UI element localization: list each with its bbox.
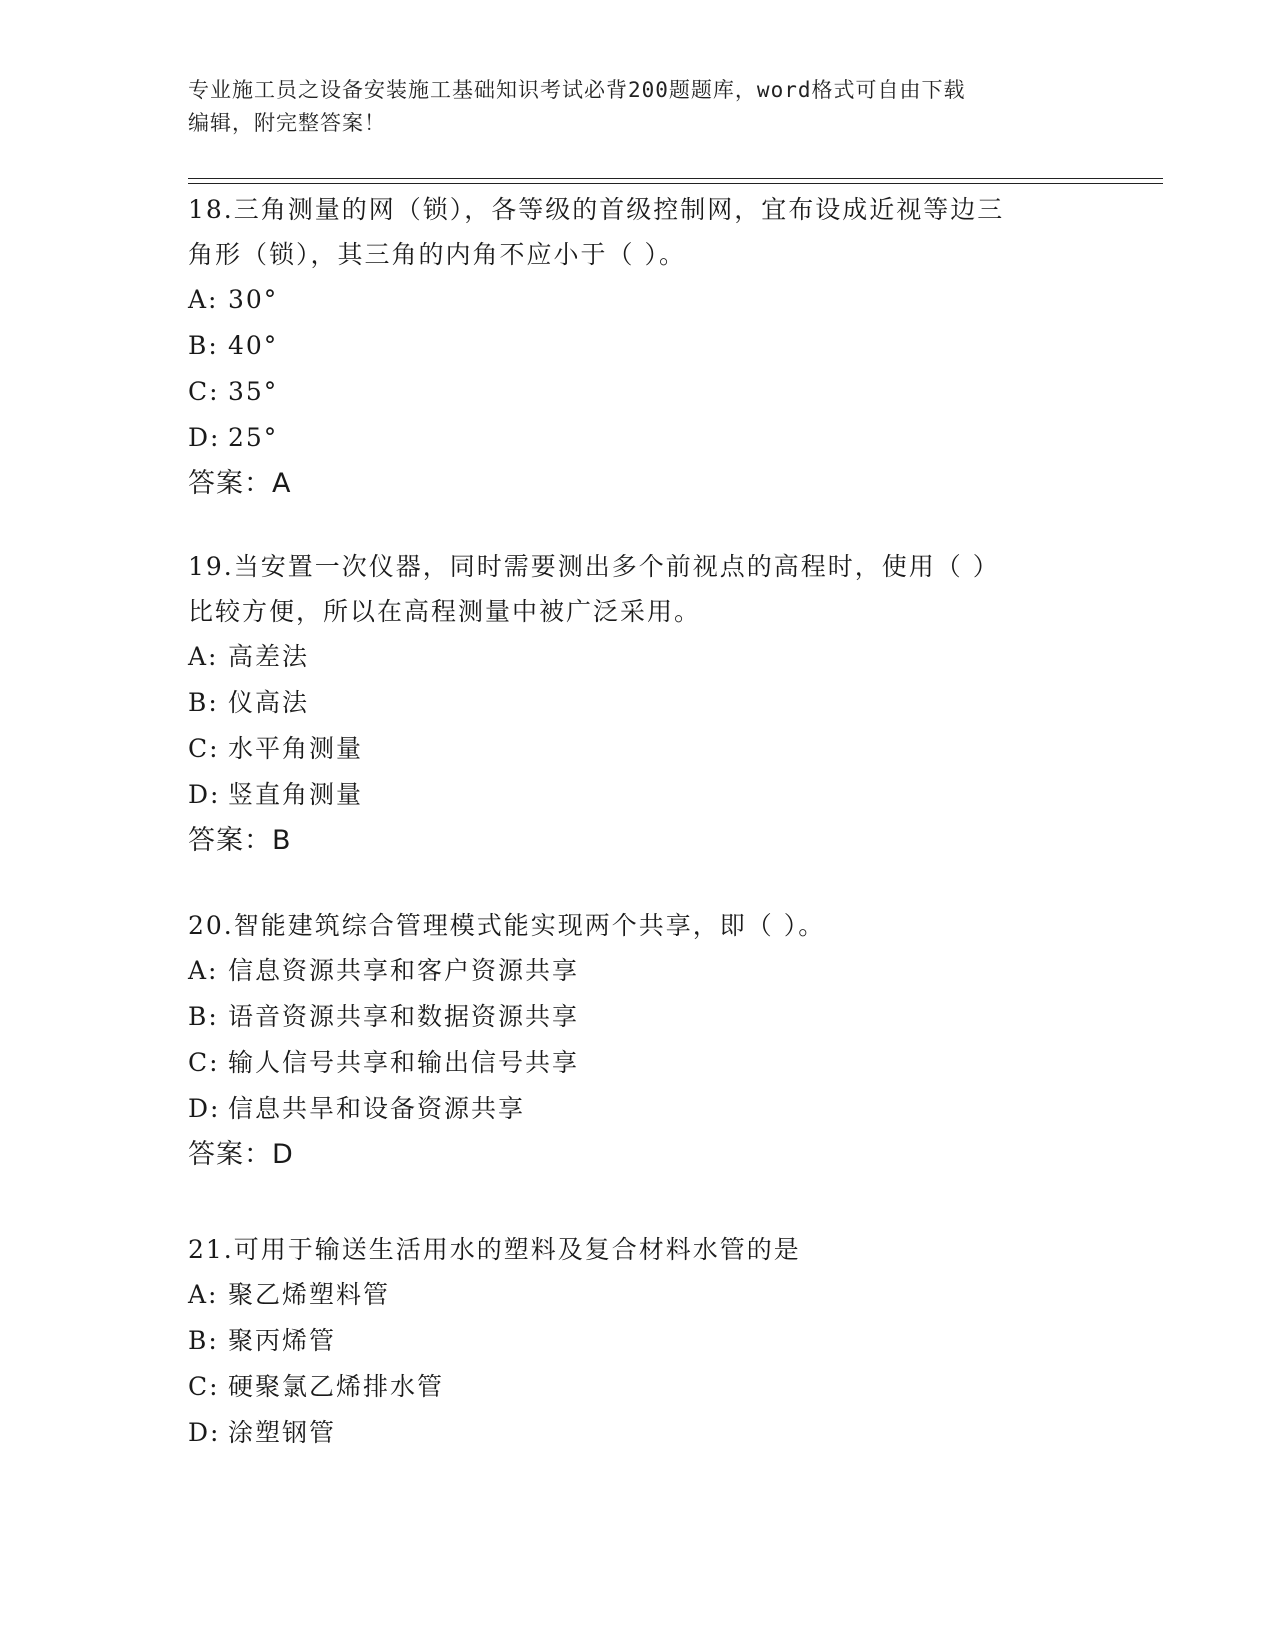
option-c: [188, 1040, 1088, 1086]
option-a: [188, 1272, 1088, 1318]
option-key: A:: [188, 642, 219, 671]
option-key: A:: [188, 285, 219, 314]
option-key: B:: [188, 1326, 219, 1355]
question-stem-line: 角形（锁），其三角的内角不应小于（ ）。: [188, 240, 686, 269]
option-key: B:: [188, 1002, 219, 1031]
option-text: 35°: [228, 377, 279, 406]
question-stem-line: 20.智能建筑综合管理模式能实现两个共享，即（ ）。: [188, 911, 826, 940]
option-b: [188, 994, 1088, 1040]
option-text: 30°: [228, 285, 279, 314]
option-text: 涂塑钢管: [228, 1418, 337, 1447]
option-b: [188, 1318, 1088, 1364]
option-c: [188, 369, 1088, 415]
option-key: D:: [188, 423, 221, 452]
option-key: B:: [188, 688, 219, 717]
option-a: [188, 948, 1088, 994]
option-key: D:: [188, 780, 221, 809]
option-text: 40°: [228, 331, 279, 360]
option-text: 信息资源共享和客户资源共享: [228, 956, 580, 985]
option-text: 输人信号共享和输出信号共享: [228, 1048, 580, 1077]
option-text: 硬聚氯乙烯排水管: [228, 1372, 445, 1401]
header-line-2: 编辑，附完整答案！: [188, 111, 386, 135]
option-d: [188, 1410, 1088, 1456]
question-19: [188, 544, 1088, 864]
option-key: A:: [188, 1280, 219, 1309]
answer: 答案：D: [188, 1139, 294, 1170]
question-stem-line: 比较方便，所以在高程测量中被广泛采用。: [188, 597, 702, 626]
option-text: 语音资源共享和数据资源共享: [228, 1002, 580, 1031]
header-line-1: 专业施工员之设备安装施工基础知识考试必背200题题库，word格式可自由下载: [188, 78, 966, 102]
option-d: [188, 415, 1088, 461]
option-text: 信息共旱和设备资源共享: [228, 1094, 526, 1123]
option-key: D:: [188, 1418, 221, 1447]
question-stem-line: 18.三角测量的网（锁），各等级的首级控制网，宜布设成近视等边三: [188, 195, 1005, 224]
answer: 答案：A: [188, 468, 292, 499]
option-text: 聚丙烯管: [228, 1326, 337, 1355]
option-d: [188, 772, 1088, 818]
option-key: C:: [188, 1048, 220, 1077]
option-text: 仪高法: [228, 688, 310, 717]
option-key: C:: [188, 734, 220, 763]
question-stem-line: 21.可用于输送生活用水的塑料及复合材料水管的是: [188, 1235, 801, 1264]
header-divider-bottom: [188, 183, 1163, 184]
option-text: 竖直角测量: [228, 780, 364, 809]
option-text: 高差法: [228, 642, 310, 671]
question-20: [188, 903, 1088, 1178]
question-21: [188, 1227, 1088, 1456]
option-key: B:: [188, 331, 219, 360]
document-header: [188, 74, 1088, 140]
option-text: 25°: [228, 423, 279, 452]
option-a: [188, 277, 1088, 323]
option-b: [188, 680, 1088, 726]
option-c: [188, 1364, 1088, 1410]
option-key: A:: [188, 956, 219, 985]
option-c: [188, 726, 1088, 772]
option-key: C:: [188, 1372, 220, 1401]
answer: 答案：B: [188, 825, 292, 856]
option-key: C:: [188, 377, 220, 406]
option-d: [188, 1086, 1088, 1132]
header-divider-top: [188, 178, 1163, 179]
question-18: [188, 187, 1088, 507]
option-a: [188, 634, 1088, 680]
option-b: [188, 323, 1088, 369]
option-text: 聚乙烯塑料管: [228, 1280, 391, 1309]
option-text: 水平角测量: [228, 734, 364, 763]
option-key: D:: [188, 1094, 221, 1123]
question-stem-line: 19.当安置一次仪器，同时需要测出多个前视点的高程时，使用（ ）: [188, 552, 1000, 581]
